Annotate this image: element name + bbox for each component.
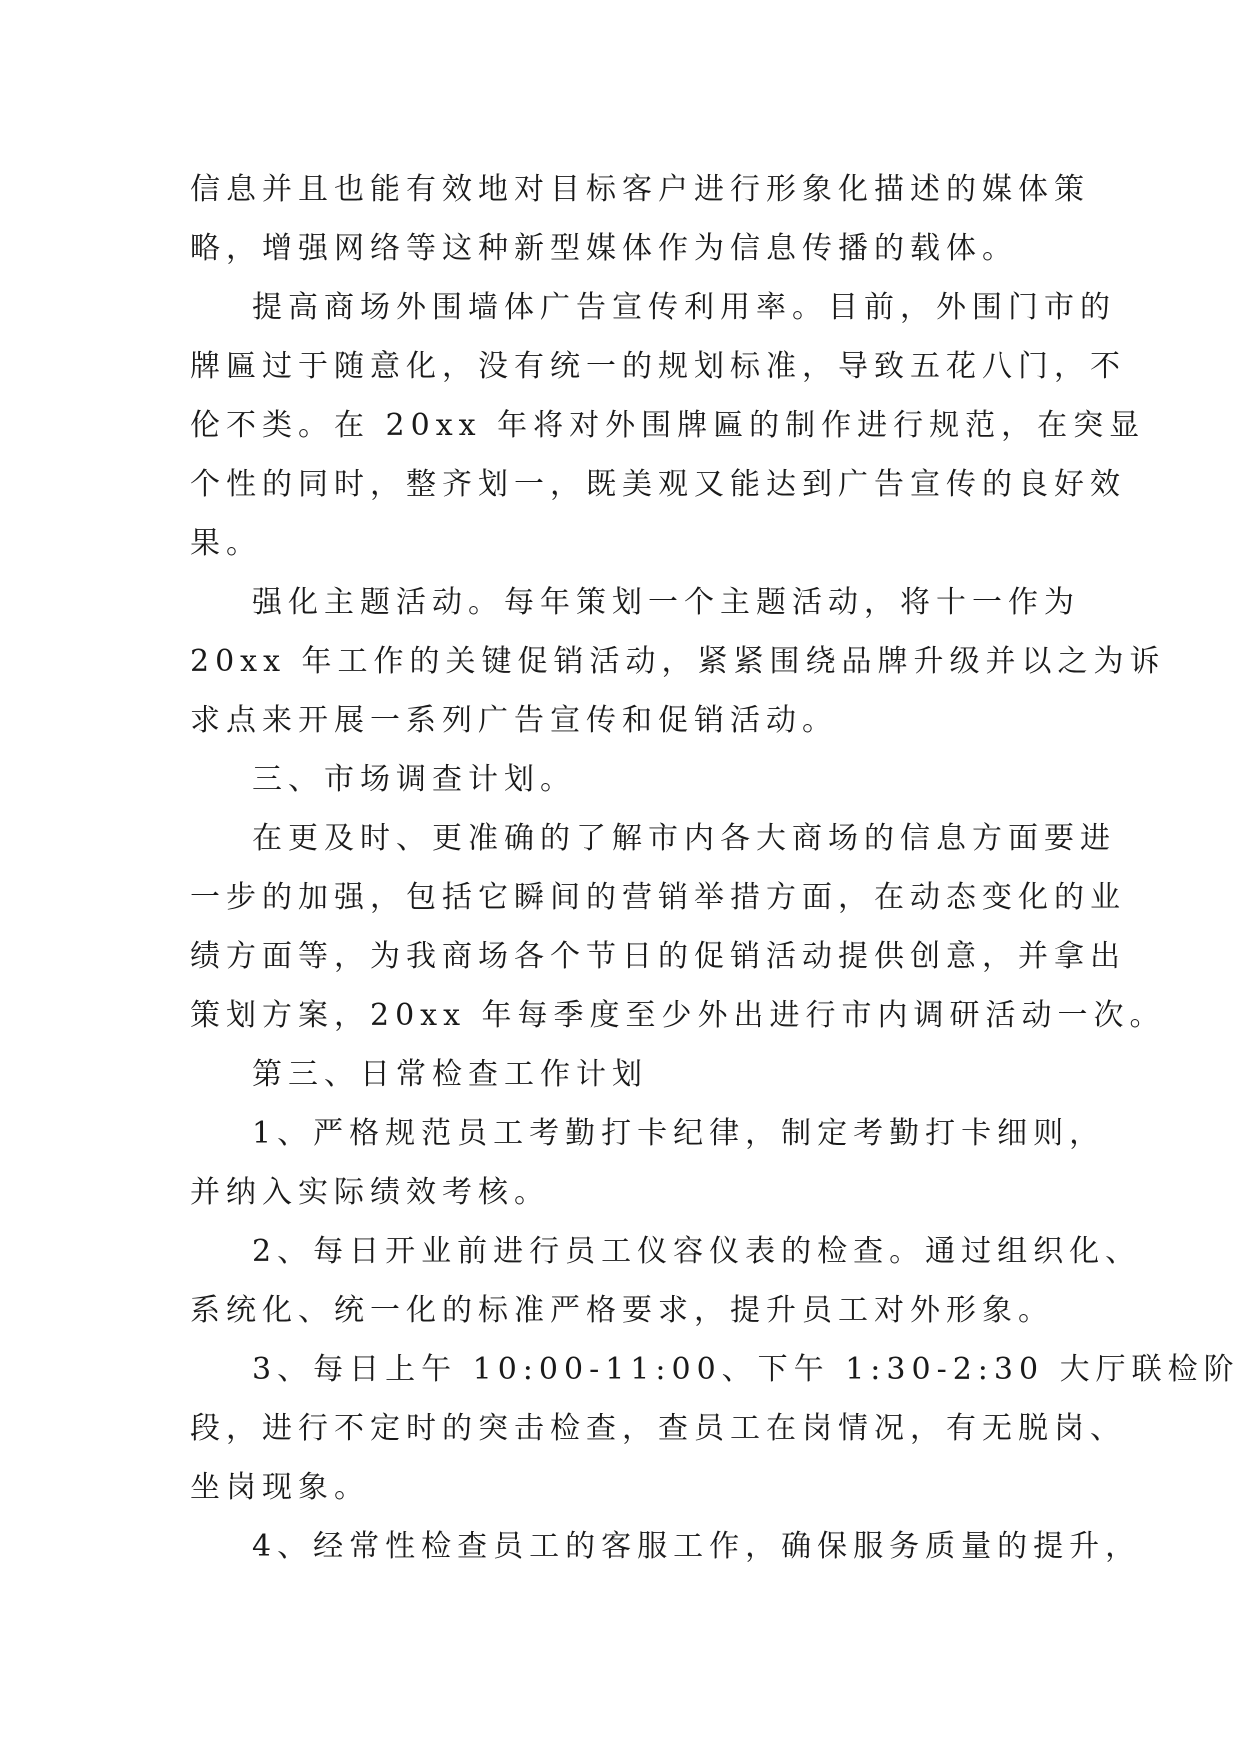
text-line: 信息并且也能有效地对目标客户进行形象化描述的媒体策: [190, 172, 1090, 207]
section-heading-line: 第三、日常检查工作计划: [252, 1057, 648, 1092]
text-line: 坐岗现象。: [190, 1470, 370, 1505]
document-body: [190, 160, 1240, 1576]
list-item-line: 3、每日上午 10:00-11:00、下午 1:30-2:30 大厅联检阶: [252, 1352, 1240, 1387]
text-line: 牌匾过于随意化，没有统一的规划标准，导致五花八门，不: [190, 349, 1126, 384]
section-heading-line: 三、市场调查计划。: [252, 762, 576, 797]
text-line: 并纳入实际绩效考核。: [190, 1175, 550, 1210]
paragraph-start-line: 提高商场外围墙体广告宣传利用率。目前，外围门市的: [252, 290, 1116, 325]
text-line: 系统化、统一化的标准严格要求，提升员工对外形象。: [190, 1293, 1054, 1328]
text-line: 段，进行不定时的突击检查，查员工在岗情况，有无脱岗、: [190, 1411, 1126, 1446]
text-line: 一步的加强，包括它瞬间的营销举措方面，在动态变化的业: [190, 880, 1126, 915]
paragraph-start-line: 强化主题活动。每年策划一个主题活动，将十一作为: [252, 585, 1080, 620]
text-line: 绩方面等，为我商场各个节日的促销活动提供创意，并拿出: [190, 939, 1126, 974]
list-item-line: 2、每日开业前进行员工仪容仪表的检查。通过组织化、: [252, 1234, 1142, 1269]
paragraph-start-line: 在更及时、更准确的了解市内各大商场的信息方面要进: [252, 821, 1116, 856]
text-line: 果。: [190, 526, 262, 561]
text-line: 20xx 年工作的关键促销活动，紧紧围绕品牌升级并以之为诉: [190, 644, 1166, 679]
list-item-line: 1、严格规范员工考勤打卡纪律，制定考勤打卡细则，: [252, 1116, 1106, 1151]
list-item-line: 4、经常性检查员工的客服工作，确保服务质量的提升，: [252, 1529, 1142, 1564]
text-line: 略，增强网络等这种新型媒体作为信息传播的载体。: [190, 231, 1018, 266]
text-line: 策划方案，20xx 年每季度至少外出进行市内调研活动一次。: [190, 998, 1166, 1033]
text-line: 求点来开展一系列广告宣传和促销活动。: [190, 703, 838, 738]
text-line: 伦不类。在 20xx 年将对外围牌匾的制作进行规范，在突显: [190, 408, 1146, 443]
text-line: 个性的同时，整齐划一，既美观又能达到广告宣传的良好效: [190, 467, 1126, 502]
